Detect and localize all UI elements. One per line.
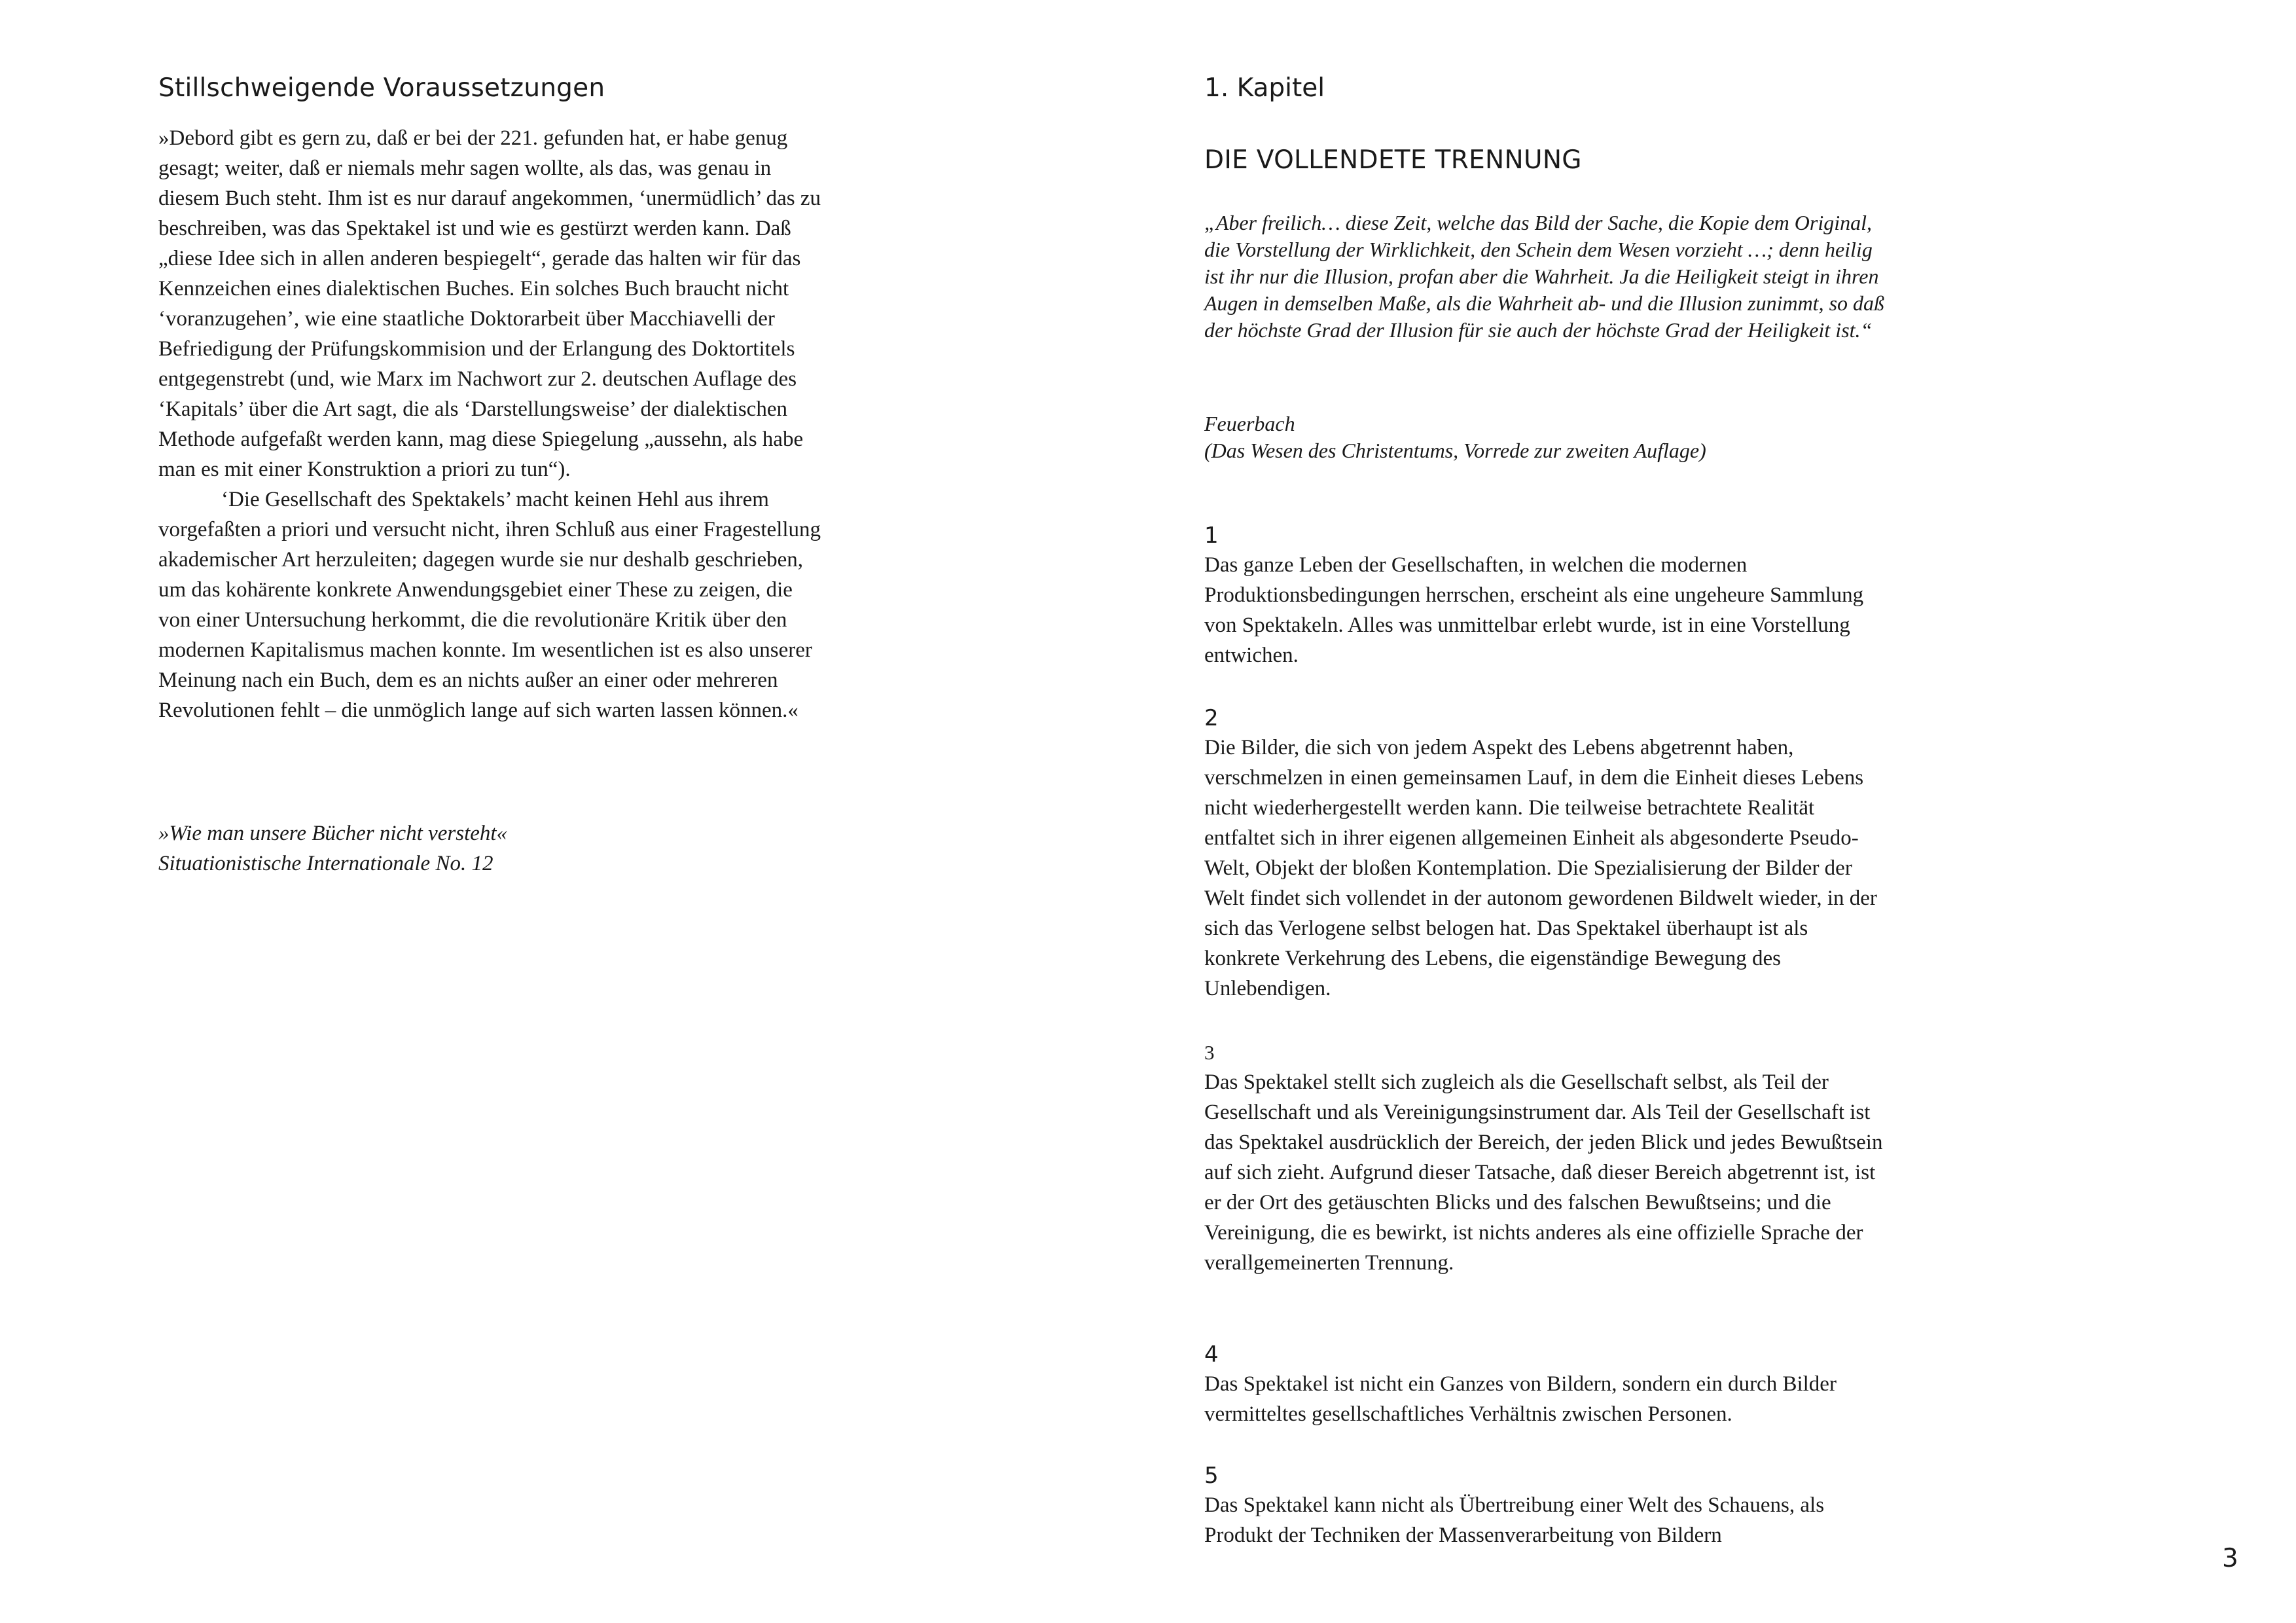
epigraph-source: (Das Wesen des Christentums, Vorrede zur zweiten Auflage) [1204, 439, 1706, 462]
section-heading: Stillschweigende Voraussetzungen [158, 73, 605, 103]
thesis-text: Die Bilder, die sich von jedem Aspekt des Lebens abgetrennt haben, verschmelzen in einen gemeinsamen Lauf, in dem die Einheit dieses Lebens nicht wiederhergestellt werden kann. Die teilweise betrachtete Realität entfaltet sich in ihrer eigenen allgemeinen Einheit als abgesonderte Pseudo-Welt, Objekt der bloßen Kontemplation. Die Spezialisierung der Bilder der Welt findet sich vollendet in der autonom gewordenen Bildwelt wieder, in der sich das Verlogene selbst belogen hat. Das Spektakel überhaupt ist als konkrete Verkehrung des Lebens, die eigenständige Bewegung des Unlebendigen. [1204, 736, 1877, 1000]
introduction-text [158, 123, 826, 725]
thesis-number: 3 [1204, 1041, 1215, 1064]
source-citation [158, 818, 507, 879]
chapter-label: 1. Kapitel [1204, 73, 1325, 103]
epigraph-author: Feuerbach [1204, 412, 1295, 435]
thesis-number: 4 [1204, 1341, 1219, 1368]
thesis-1 [1204, 521, 1885, 670]
intro-paragraph-1: »Debord gibt es gern zu, daß er bei der 221. gefunden hat, er habe genug gesagt; weiter, daß er niemals mehr sagen wollte, als das, was genau in diesem Buch steht. Ihm ist es nur darauf angekommen, ‘unermüdlich’ das zu beschreiben, was das Spektakel ist und wie es gestürzt werden kann. Daß „diese Idee sich in allen anderen bespiegelt“, gerade das halten wir für das Kennzeichen eines dialektischen Buches. Ein solches Buch braucht nicht ‘voranzugehen’, wie eine staatliche Doktorarbeit über Macchiavelli der Befriedigung der Prüfungskommision und der Erlangung des Doktortitels entgegenstrebt (und, wie Marx im Nachwort zur 2. deutschen Auflage des ‘Kapitals’ über die Art sagt, die als ‘Darstellungsweise’ der dialektischen Methode aufgefaßt werden kann, mag diese Spiegelung „aussehn, als habe man es mit einer Konstruktion a priori zu tun“). [158, 126, 821, 481]
right-page [1148, 0, 2296, 1623]
page-number: 3 [2222, 1544, 2238, 1573]
thesis-number: 5 [1204, 1463, 1219, 1489]
thesis-text: Das Spektakel kann nicht als Übertreibung einer Welt des Schauens, als Produkt der Techniken der Massenverarbeitung von Bildern [1204, 1493, 1825, 1547]
thesis-text: Das ganze Leben der Gesellschaften, in welchen die modernen Produktionsbedingungen herrschen, erscheint als eine ungeheure Sammlung von Spektakeln. Alles was unmittelbar erlebt wurde, ist in eine Vorstellung entwichen. [1204, 553, 1864, 667]
thesis-2 [1204, 704, 1885, 1004]
source-publication: Situationistische Internationale No. 12 [158, 852, 493, 875]
thesis-5 [1204, 1461, 1885, 1550]
source-title: »Wie man unsere Bücher nicht versteht« [158, 822, 508, 845]
thesis-number: 1 [1204, 522, 1219, 549]
thesis-text: Das Spektakel ist nicht ein Ganzes von Bildern, sondern ein durch Bilder vermitteltes gesellschaftliches Verhältnis zwischen Personen. [1204, 1372, 1837, 1426]
chapter-title: DIE VOLLENDETE TRENNUNG [1204, 145, 1582, 175]
thesis-text: Das Spektakel stellt sich zugleich als die Gesellschaft selbst, als Teil der Gesellschaft und als Vereinigungsinstrument dar. Als Teil der Gesellschaft ist das Spektakel ausdrücklich der Bereich, der jeden Blick und jedes Bewußtsein auf sich zieht. Aufgrund dieser Tatsache, daß dieser Bereich abgetrennt ist, ist er der Ort des getäuschten Blicks und des falschen Bewußtseins; und die Vereinigung, die es bewirkt, ist nichts anderes als eine offizielle Sprache der verallgemeinerten Trennung. [1204, 1070, 1883, 1275]
thesis-number: 2 [1204, 705, 1219, 731]
thesis-4 [1204, 1340, 1885, 1429]
intro-paragraph-2: ‘Die Gesellschaft des Spektakels’ macht keinen Hehl aus ihrem vorgefaßten a priori und versucht nicht, ihren Schluß aus einer Fragestellung akademischer Art herzuleiten; dagegen wurde sie nur deshalb geschrieben, um das kohärente konkrete Anwendungsgebiet einer These zu zeigen, die von einer Untersuchung herkommt, die die revolutionäre Kritik über den modernen Kapitalismus machen konnte. Im wesentlichen ist es also unserer Meinung nach ein Buch, dem es an nichts außer an einer oder mehreren Revolutionen fehlt – die unmöglich lange auf sich warten lassen können.« [158, 488, 821, 722]
epigraph-quote: „Aber freilich… diese Zeit, welche das Bild der Sache, die Kopie dem Original, die Vorstellung der Wirklichkeit, den Schein dem Wesen vorzieht …; denn heilig ist ihr nur die Illusion, profan aber die Wahrheit. Ja die Heiligkeit steigt in ihren Augen in demselben Maße, als die Wahrheit ab- und die Illusion zunimmt, so daß der höchste Grad der Illusion für sie auch der höchste Grad der Heiligkeit ist.“ [1204, 211, 1885, 342]
thesis-3 [1204, 1038, 1885, 1278]
